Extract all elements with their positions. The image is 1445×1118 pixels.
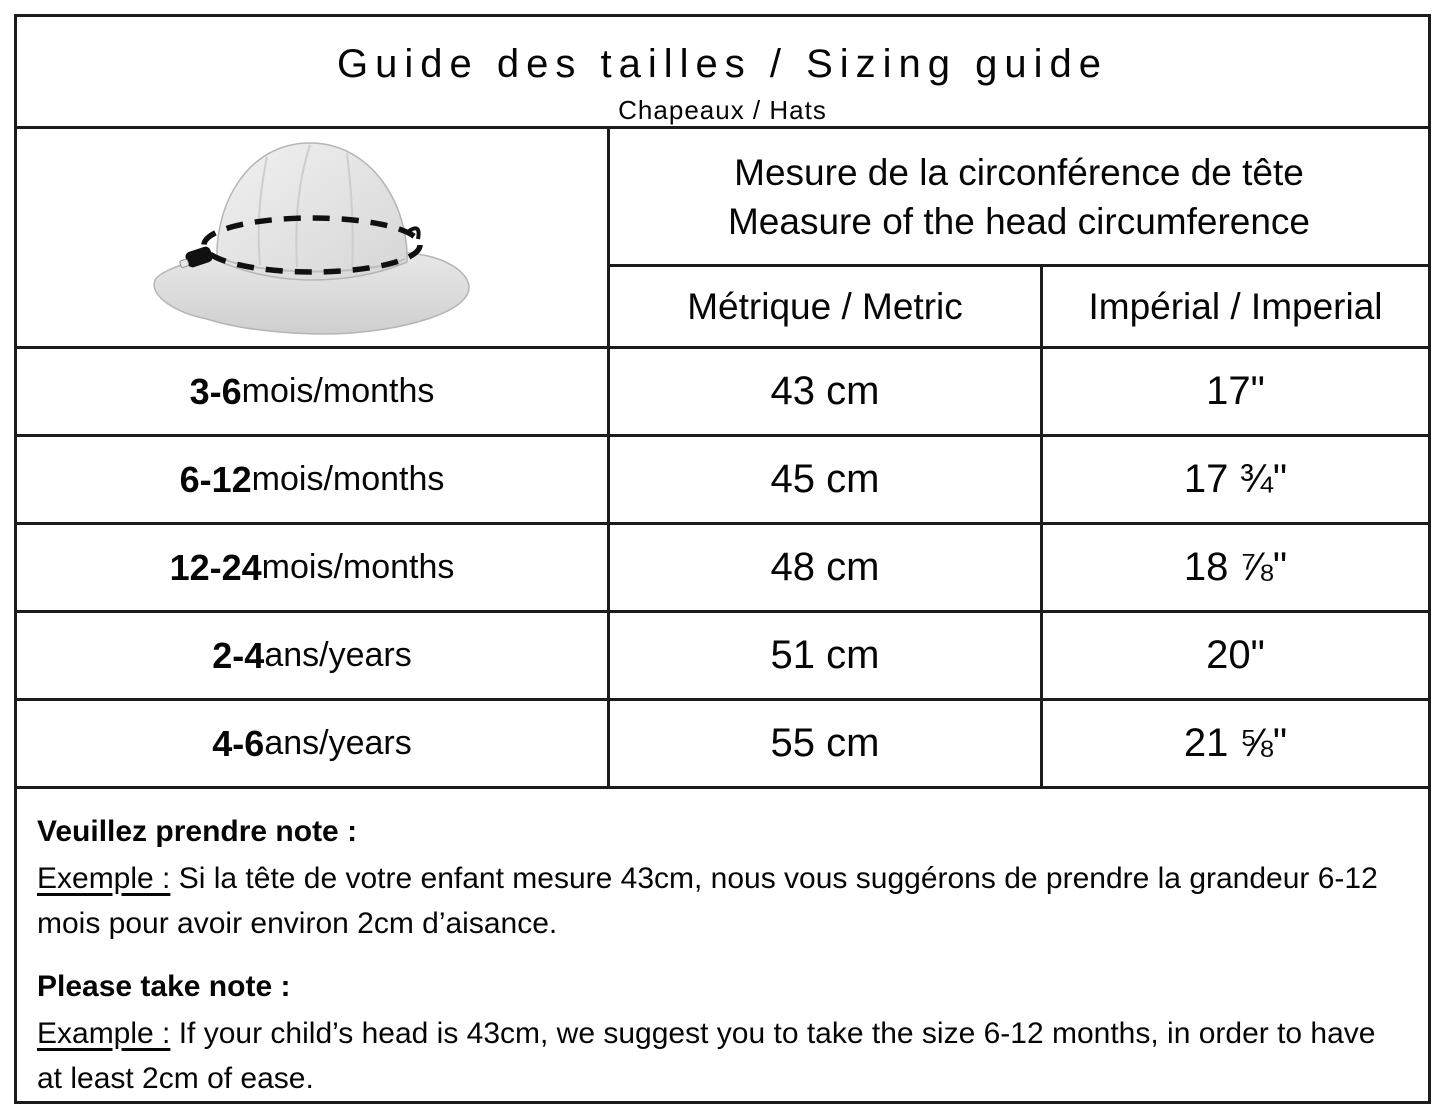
- size-unit: mois/months: [251, 460, 445, 498]
- note-lead-en: Example :: [37, 1017, 171, 1050]
- note-heading-fr: Veuillez prendre note :: [37, 815, 358, 848]
- size-range: 3-6: [189, 370, 242, 412]
- title-section: [17, 17, 1428, 129]
- size-range: 12-24: [169, 546, 262, 588]
- size-range: 2-4: [212, 634, 265, 676]
- metric-column-header: Métrique / Metric: [607, 264, 1040, 346]
- measure-header-en: Measure of the head circumference: [727, 200, 1311, 242]
- metric-value-cell: 43 cm: [607, 346, 1040, 434]
- size-label-cell: [17, 522, 607, 610]
- size-unit: mois/months: [241, 372, 435, 410]
- imperial-value-cell: 20": [1040, 610, 1428, 698]
- note-heading-en: Please take note :: [37, 970, 291, 1003]
- hat-image-cell: [17, 129, 607, 346]
- size-label-cell: [17, 610, 607, 698]
- metric-value-cell: 51 cm: [607, 610, 1040, 698]
- size-label-cell: [17, 434, 607, 522]
- size-unit: ans/years: [264, 636, 412, 674]
- size-table: [17, 129, 1428, 786]
- size-label-cell: [17, 698, 607, 786]
- size-range: 4-6: [212, 722, 265, 764]
- imperial-value-cell: 17 ¾": [1040, 434, 1428, 522]
- sizing-guide-document: [14, 14, 1431, 1104]
- note-body-fr: [37, 856, 1406, 946]
- metric-value-cell: 48 cm: [607, 522, 1040, 610]
- notes-section: [17, 786, 1428, 1101]
- size-label-cell: [17, 346, 607, 434]
- measure-header-fr: Mesure de la circonférence de tête: [734, 151, 1304, 193]
- imperial-value-cell: 21 ⅝": [1040, 698, 1428, 786]
- metric-value-cell: 45 cm: [607, 434, 1040, 522]
- note-lead-fr: Exemple :: [37, 862, 171, 895]
- note-body-en: [37, 1011, 1406, 1101]
- page-subtitle: Chapeaux / Hats: [618, 95, 827, 125]
- imperial-value-cell: 17": [1040, 346, 1428, 434]
- page-title: Guide des tailles / Sizing guide: [337, 42, 1108, 86]
- measure-header-cell: [607, 129, 1428, 264]
- imperial-column-header: Impérial / Imperial: [1040, 264, 1428, 346]
- note-text-en: If your child’s head is 43cm, we suggest you to take the size 6-12 months, in order to have at least 2cm of ease.: [37, 1017, 1376, 1095]
- size-unit: mois/months: [261, 548, 455, 586]
- note-text-fr: Si la tête de votre enfant mesure 43cm, nous vous suggérons de prendre la grandeur 6-12 mois pour avoir environ 2cm d’aisance.: [37, 862, 1378, 940]
- size-range: 6-12: [179, 458, 252, 500]
- imperial-value-cell: 18 ⅞": [1040, 522, 1428, 610]
- hat-with-measuring-line-icon: [147, 135, 477, 340]
- metric-value-cell: 55 cm: [607, 698, 1040, 786]
- size-unit: ans/years: [264, 724, 412, 762]
